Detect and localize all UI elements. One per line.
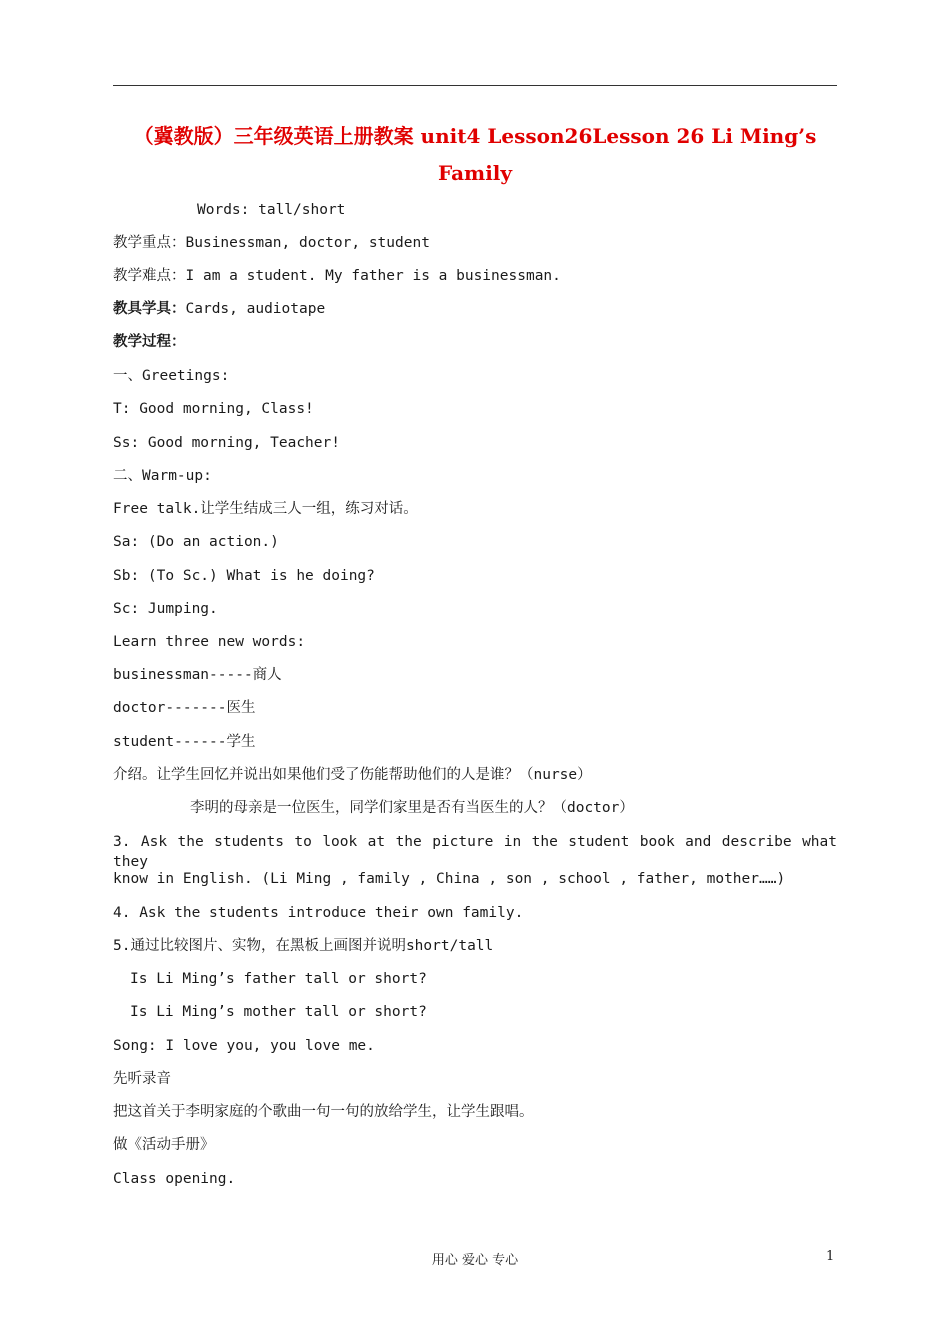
free-talk-line: Free talk.让学生结成三人一组，练习对话。 xyxy=(113,501,418,517)
greetings-heading: 一、Greetings: xyxy=(113,368,230,384)
vocab-item: student------学生 xyxy=(113,734,256,750)
title-line-1: （冀教版）三年级英语上册教案 unit4 Lesson26Lesson 26 Li Ming’s xyxy=(133,124,817,148)
intro-line: 介绍。让学生回忆并说出如果他们受了伤能帮助他们的人是谁？（nurse） xyxy=(113,767,592,783)
document-title xyxy=(113,118,837,192)
dialogue-line: Sa: (Do an action.) xyxy=(113,534,279,550)
words-line: Words: tall/short xyxy=(197,202,346,218)
dialogue-line: Ss: Good morning, Teacher! xyxy=(113,435,340,451)
process-heading: 教学过程： xyxy=(113,334,186,350)
intro-line-indented: 李明的母亲是一位医生，同学们家里是否有当医生的人？（doctor） xyxy=(190,800,634,816)
header-rule xyxy=(113,85,837,86)
footer-motto: 用心 爱心 专心 xyxy=(431,1253,519,1268)
warmup-heading: 二、Warm-up: xyxy=(113,468,212,484)
materials-line xyxy=(113,299,325,319)
dialogue-line: Sc: Jumping. xyxy=(113,601,218,617)
new-words-heading: Learn three new words: xyxy=(113,634,306,650)
dialogue-line: Sb: (To Sc.) What is he doing? xyxy=(113,568,375,584)
key-points-line: 教学重点：Businessman, doctor, student xyxy=(113,235,430,251)
workbook-line: 做《活动手册》 xyxy=(113,1137,215,1153)
page-number: 1 xyxy=(826,1249,835,1264)
materials-label: 教具学具： xyxy=(113,301,186,317)
step-4-line: 4. Ask the students introduce their own family. xyxy=(113,905,524,921)
question-line: Is Li Ming’s mother tall or short? xyxy=(130,1004,427,1020)
question-line: Is Li Ming’s father tall or short? xyxy=(130,971,427,987)
title-line-2: Family xyxy=(437,161,513,185)
sing-along-line: 把这首关于李明家庭的个歌曲一句一句的放给学生，让学生跟唱。 xyxy=(113,1104,534,1120)
materials-value: Cards, audiotape xyxy=(185,301,326,317)
dialogue-line: T: Good morning, Class! xyxy=(113,401,314,417)
step-3-continuation: know in English. (Li Ming , family , China , son , school , father, mother……) xyxy=(113,871,786,887)
step-3-line: 3. Ask the students to look at the picture in the student book and describe what they xyxy=(113,834,837,870)
difficult-points-line: 教学难点：I am a student. My father is a businessman. xyxy=(113,268,561,284)
listen-line: 先听录音 xyxy=(113,1071,171,1087)
vocab-item: doctor-------医生 xyxy=(113,700,256,716)
vocab-item: businessman-----商人 xyxy=(113,667,282,683)
song-line: Song: I love you, you love me. xyxy=(113,1038,375,1054)
class-opening-line: Class opening. xyxy=(113,1171,236,1187)
step-5-line: 5.通过比较图片、实物，在黑板上画图并说明short/tall xyxy=(113,938,494,954)
